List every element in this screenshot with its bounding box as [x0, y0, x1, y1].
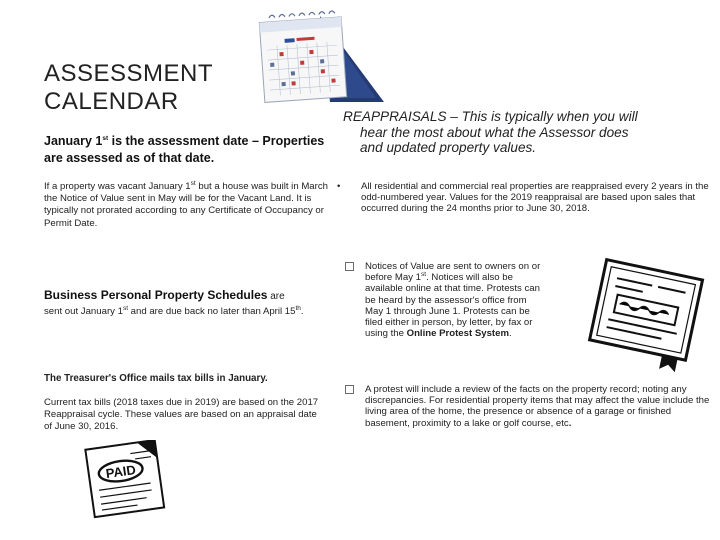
bullet-reappraisal-cycle — [337, 181, 720, 215]
bps-body-text-mid: and are due back no later than April 15 — [128, 306, 296, 318]
bullet-reappraisal-text: All residential and commercial real properties are reappraised every 2 years in the odd-numbered year. Values for the 2019 reappraisal are based upon sales that occurred during the 24 months prior to June 30, 2018. — [361, 181, 709, 215]
bullet-checkbox-icon — [345, 262, 354, 271]
ordinal-suffix: th — [295, 305, 301, 313]
notice-document-icon — [586, 255, 706, 375]
current-tax-bills-paragraph: Current tax bills (2018 taxes due in 2019) are based on the 2017 Reappraisal cycle. These values are based on an appraisal date of June 30, 2016. — [44, 397, 319, 433]
ordinal-suffix: st — [190, 179, 196, 187]
business-personal-property-paragraph — [44, 289, 334, 318]
treasurer-note: The Treasurer's Office mails tax bills in January. — [44, 373, 268, 384]
paid-label: PAID — [104, 462, 137, 482]
assessment-date-text: January 1 — [44, 134, 103, 148]
notices-text — [365, 261, 545, 339]
bps-body-text-end: . — [300, 306, 304, 318]
online-protest-system-label: Online Protest System — [406, 328, 509, 340]
calendar-icon — [258, 10, 388, 106]
assessment-date-text-rest: is the assessment date – Properties are assessed as of that date. — [44, 134, 325, 165]
ordinal-suffix: st — [122, 305, 128, 313]
bps-heading-rest: are — [267, 291, 285, 302]
notices-text-mid: . Notices will also be available online at that time. Protests can be heard by the assessor's office from May 1 through June 1. Protests can be filed either in person, by letter, by fax or using the — [365, 272, 540, 340]
bps-heading: Business Personal Property Schedules — [44, 288, 268, 302]
notices-text-start: Notices of Value are sent to owners on or before May 1 — [365, 261, 541, 284]
protest-text-end: . — [568, 417, 572, 429]
bullet-notices-of-value — [345, 261, 545, 339]
notices-text-end: . — [508, 328, 512, 340]
reappraisals-heading — [343, 109, 703, 156]
reappraisals-line: REAPPRAISALS – This is typically when you will — [343, 109, 638, 124]
assessment-date-statement — [44, 133, 334, 167]
ordinal-suffix: st — [421, 271, 427, 279]
bullet-checkbox-icon — [345, 385, 354, 394]
protest-text — [365, 384, 715, 429]
ordinal-suffix: st — [102, 134, 109, 142]
vacant-text: If a property was vacant January 1 — [44, 181, 191, 192]
paid-stamp-icon — [84, 440, 174, 522]
bullet-dot-icon: • — [337, 181, 341, 192]
protest-text-body: A protest will include a review of the facts on the property record; noting any discrepancies. For residential property items that may affect the value include the living area of the home, the presence or absence of a garage or finished basement, proximity to a lake or golf course, etc — [365, 384, 710, 429]
vacant-property-paragraph — [44, 181, 334, 230]
vacant-text-rest: but a house was built in March the Notice of Value sent in May will be for the Vacant Land. It is typically not prorated according to any Certificate of Occupancy or Permit Date. — [44, 181, 328, 229]
bps-body-text: sent out January 1 — [44, 306, 123, 318]
bps-body — [44, 306, 334, 318]
reappraisals-line: hear the most about what the Assessor does — [360, 124, 629, 140]
bullet-protest-review — [345, 384, 715, 429]
reappraisals-line: and updated property values. — [360, 140, 537, 155]
slide-title: ASSESSMENT CALENDAR — [44, 60, 213, 115]
